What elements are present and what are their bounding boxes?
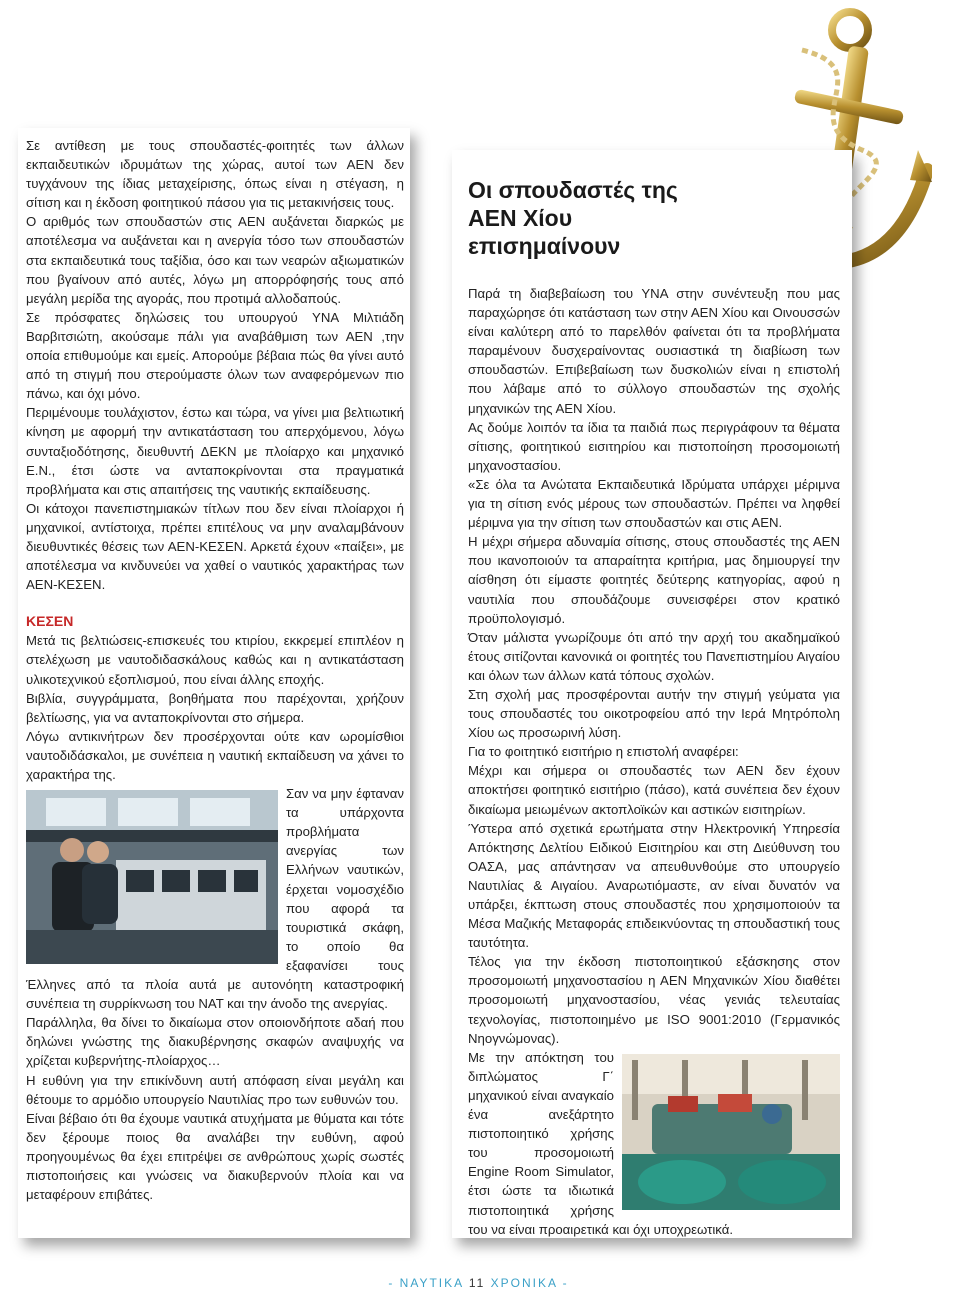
left-paragraph: Σε πρόσφατες δηλώσεις του υπουργού ΥΝΑ Μιλτιάδη Βαρβιτσιώτη, ακούσαμε πάλι για αναβάθμιση των ΑΕΝ ,την οποία επιθυμούμε και εμείς. Απορούμε βέβαια πώς θα γίνει αυτό από τη στιγμή που στερούμαστε όλων των αναφερόμενων πιο πάνω, και όχι μόνο. <box>26 309 404 402</box>
right-paragraph: Ύστερα από σχετικά ερωτήματα στην Ηλεκτρονική Υπηρεσία Απόκτησης Δελτίου Ειδικού Εισιτηρίου και στη Διεύθυνση του ΟΑΣΑ, μας απάντησαν να απευθυνθούμε στο υπουργείο Ναυτιλίας & Αιγαίου. Αναρωτιόμαστε, αν είναι δυνατόν να υπάρξει, έκπτωση στους σπουδαστές που χρησιμοποιούν τα Μέσα Μαζικής Μεταφοράς επιδεικνύοντας τη σπουδαστική τους ταυτότητα. <box>468 820 840 951</box>
left-paragraph: Οι κάτοχοι πανεπιστημιακών τίτλων που δεν είναι πλοίαρχοι ή μηχανικοί, αντίστοιχα, πρέπει επιτέλους να μην αναλαμβάνουν διευθυντικές θέσεις των ΑΕΝ-ΚΕΣΕΝ. Αρκετά έχουν «παίξει», με αποτέλεσμα να κινδυνεύει να χαθεί ο ναυτικός χαρακτήρας των ΑΕΝ-ΚΕΣΕΝ. <box>26 500 404 593</box>
page-footer <box>0 1276 957 1290</box>
right-paragraph: Παρά τη διαβεβαίωση του ΥΝΑ στην συνέντευξη που μας παραχώρησε ότι κατάσταση των στην ΑΕΝ Χίου και Οινουσσών είναι καλύτερη από το παρελθόν φαίνεται ότι τα προβλήματα παραμένουν δυσχεραίνοντας ουσιαστικά τη διαβίωση των σπουδαστών. Επιβεβαίωση των δυσκολιών είναι η επιστολή που λάβαμε από το σύλλογο σπουδαστών της σχολής μηχανικών της ΑΕΝ Χίου. <box>468 286 840 416</box>
right-article-text <box>468 284 840 1239</box>
right-paragraph: Τέλος για την έκδοση πιστοποιητικού εξάσκησης στον προσομοιωτή μηχανοστασίου η ΑΕΝ Μηχανικών Χίου διαθέτει προσομοιωτή μηχανοστασίου, νέας γενιάς τελευταίας τεχνολογίας, πιστοποιημένο με ISO 9001:2010 (Γερμανικός Νηογνώμονας). <box>468 954 840 1046</box>
wrap-paragraph: Παράλληλα, θα δίνει το δικαίωμα στον οποιονδήποτε αδαή που δηλώνει γνώστης της διακυβέρνησης σκαφών αναψυχής να χρίζεται κυβερνήτης-πλοίαρχος… <box>26 1015 404 1069</box>
right-column <box>452 150 852 1238</box>
footer-left-text: - ΝΑΥΤΙΚΑ <box>388 1276 469 1290</box>
wrap-paragraph: Είναι βέβαιο ότι θα έχουμε ναυτικά ατυχήματα με θύματα και τότε δεν ξέρουμε ποιος θα αναλάβει την ευθύνη, αφού προηγουμένως θα έχει επιτρέψει σε ανθρώπους χωρίς σωστές πιστοποιήσεις και γνώσεις να διακυβερνούν πλοία και να μεταφέρουν επιβάτες. <box>26 1110 404 1203</box>
wrap-paragraph: Η ευθύνη για την επικίνδυνη αυτή απόφαση είναι μεγάλη και θέτουμε το αρμόδιο υπουργείο Ναυτιλίας προ των ευθυνών του. <box>26 1072 404 1107</box>
page-number: 11 <box>468 1276 486 1290</box>
right-paragraph: Ας δούμε λοιπόν τα ίδια τα παιδιά πως περιγράφουν τα θέματα σίτισης, φοιτητικού εισιτηρίου και πιστοποίηση προσομοιωτή μηχανοστασίου. <box>468 419 840 473</box>
right-paragraph: Με την απόκτηση του διπλώματος Γ΄ μηχανικού είναι αναγκαίο ένα ανεξάρτητο πιστοποιητικό χρήσης του προσομοιωτή Engine Room Simulator, έτσι ώστε τα ιδιωτικά πιστοποιητικά χρήσης του να είναι προαιρετικά και όχι υποχρεωτικά. <box>468 1049 733 1237</box>
left-paragraph: Σε αντίθεση με τους σπουδαστές-φοιτητές των άλλων εκπαιδευτικών ιδρυμάτων της χώρας, αυτοί των ΑΕΝ δεν τυγχάνουν της ίδιας μεταχείρισης, όπως είναι η στέγαση, η σίτιση και η έκδοση φοιτητικού πάσου για τις μετακινήσεις τους. <box>26 138 404 211</box>
kesen-heading: ΚΕΣΕΝ <box>26 613 74 630</box>
wrap-paragraph: Σαν να μην έφταναν τα υπάρχοντα προβλήματα ανεργίας των Ελλήνων ναυτικών, έρχεται νομοσχέδιο που αφορά τα τουριστικά σκάφη, το οποίο θα εξαφανίσει τους Έλληνες από τα πλοία αυτά με αυτονόητη καταστροφική συνέπεια τη συρρίκνωση του ΝΑΤ και την άνοδο της ανεργίας. <box>26 786 404 1012</box>
right-paragraph: Για το φοιτητικό εισιτήριο η επιστολή αναφέρει: <box>468 744 739 760</box>
article-title: Οι σπουδαστές της ΑΕΝ Χίου επισημαίνουν <box>468 177 678 259</box>
kesen-paragraph: Λόγω αντικινήτρων δεν προσέρχονται ούτε καν ωρομίσθιοι ναυτοδιδάσκαλοι, με συνέπεια η ναυτική εκπαίδευση να χάνει το χαρακτήρα της. <box>26 728 404 782</box>
ship-bridge-photo <box>26 790 278 964</box>
right-paragraph: Η μέχρι σήμερα αδυναμία σίτισης, στους σπουδαστές της ΑΕΝ που ικανοποιούν τα απαραίτητα κριτήρια, μας δημιουργεί την αίσθηση ότι είμαστε φοιτητές δεύτερης κατηγορίας, αφού η ναυτιλία που σπουδάζουμε συνεισφέρει στον κρατικό προϋπολογισμό. <box>468 534 840 626</box>
right-paragraph: Στη σχολή μας προσφέρονται αυτήν την στιγμή γεύματα για τους σπουδαστές του οικοτροφείου από την Ιερά Μητρόπολη Χίου ως προσωρινή λύση. <box>468 686 840 741</box>
left-paragraph: Περιμένουμε τουλάχιστον, έστω και τώρα, να γίνει μια βελτιωτική κίνηση με αφορμή την αντικατάσταση του απερχόμενου, λόγω συνταξιοδότησης, διευθυντή ΔΕΚΝ με πλοίαρχο και μηχανικό Ε.Ν., έτσι ώστε να ανταποκρίνονται στα πραγματικά προβλήματα και στις απαιτήσεις της ναυτικής εκπαίδευσης. <box>26 405 404 497</box>
right-paragraph: Όταν μάλιστα γνωρίζουμε ότι από την αρχή του ακαδημαϊκού έτους σιτίζονται κανονικά οι φοιτητές του Πανεπιστημίου Αιγαίου και όλων των άλλων κατά τόπους σχολών. <box>468 629 840 683</box>
footer-right-text: ΧΡΟΝΙΚΑ - <box>485 1276 569 1290</box>
kesen-paragraph: Βιβλία, συγγράμματα, βοηθήματα που παρέχονται, χρήζουν βελτίωσης, για να ανταποκρίνονται στο σήμερα. <box>26 690 404 725</box>
left-article-text <box>26 136 404 1204</box>
engine-simulator-photo <box>622 1054 840 1210</box>
left-column <box>18 128 410 1238</box>
right-paragraph: Μέχρι και σήμερα οι σπουδαστές των ΑΕΝ δεν έχουν αποκτήσει φοιτητικό εισιτήριο (πάσο), κατά συνέπεια δεν έχουν δικαίωμα μειωμένων ακτοπλοϊκών και αστικών εισιτηρίων. <box>468 763 840 817</box>
kesen-paragraph: Μετά τις βελτιώσεις-επισκευές του κτιρίου, εκκρεμεί επιπλέον η στελέχωση με ναυτοδιδασκάλους καθώς και η αντικατάσταση υλικοτεχνικού εξοπλισμού, που είναι άλλης εποχής. <box>26 633 404 687</box>
right-paragraph: «Σε όλα τα Ανώτατα Εκπαιδευτικά Ιδρύματα υπάρχει μέριμνα για τη σίτιση ενός μέρους των σπουδαστών. Πρέπει να ληφθεί μέριμνα για την σίτιση των σπουδαστών και στις ΑΕΝ. <box>468 476 840 531</box>
left-paragraph: Ο αριθμός των σπουδαστών στις ΑΕΝ αυξάνεται διαρκώς με αποτέλεσμα να αυξάνεται και η ανεργία τόσο των σπουδαστών στα εκπαιδευτικά τους ταξίδια, όσο και των νεαρών αξιωματικών που βγαίνουν από αυτές, λόγω μη απορρόφησής τους από μεγάλη μερίδα της αγοράς, που προτιμά αλλοδαπούς. <box>26 214 404 306</box>
